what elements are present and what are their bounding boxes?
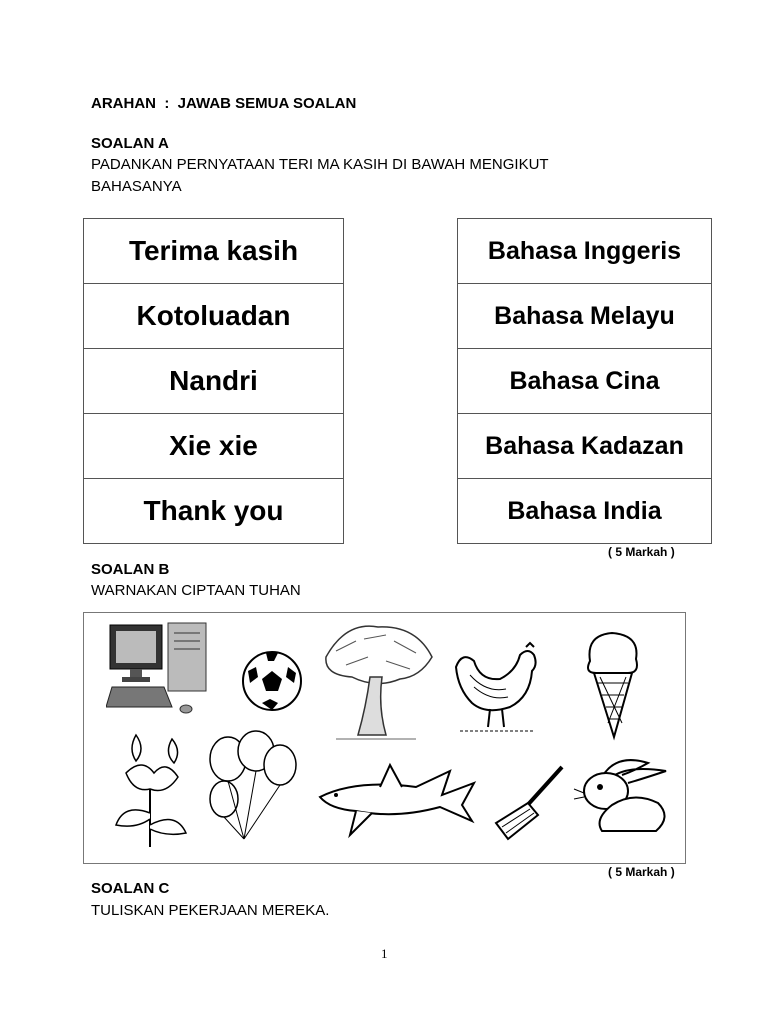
left-word-cell: Thank you — [84, 479, 344, 544]
section-a-text-line1: PADANKAN PERNYATAAN TERI MA KASIH DI BAWAH MENGIKUT — [91, 156, 549, 173]
right-word-cell: Bahasa Inggeris — [458, 219, 712, 284]
tree-icon — [316, 617, 438, 743]
right-word-cell: Bahasa Melayu — [458, 284, 712, 349]
thank-you-words-table — [83, 218, 344, 544]
section-b-title: SOALAN B — [91, 561, 170, 578]
section-a-marks: ( 5 Markah ) — [608, 545, 675, 559]
left-word-cell: Kotoluadan — [84, 284, 344, 349]
right-word-cell: Bahasa Kadazan — [458, 414, 712, 479]
left-word-cell: Nandri — [84, 349, 344, 414]
ice-cream-icon — [582, 627, 644, 743]
section-a-title: SOALAN A — [91, 135, 169, 152]
rabbit-icon — [572, 757, 676, 837]
section-a-text-line2: BAHASANYA — [91, 178, 182, 195]
instruction-heading: ARAHAN : JAWAB SEMUA SOALAN — [91, 95, 357, 112]
languages-table — [457, 218, 712, 544]
shark-icon — [316, 757, 478, 841]
page-number: 1 — [381, 946, 388, 961]
computer-icon — [106, 621, 211, 716]
right-word-cell: Bahasa Cina — [458, 349, 712, 414]
football-icon — [240, 649, 304, 713]
flower-icon — [106, 729, 194, 851]
section-b-text: WARNAKAN CIPTAAN TUHAN — [91, 582, 301, 599]
balloons-icon — [204, 729, 300, 845]
section-c-text: TULISKAN PEKERJAAN MEREKA. — [91, 902, 330, 919]
broom-icon — [488, 763, 568, 843]
chicken-icon — [450, 641, 542, 737]
left-word-cell: Terima kasih — [84, 219, 344, 284]
section-c-title: SOALAN C — [91, 880, 170, 897]
right-word-cell: Bahasa India — [458, 479, 712, 544]
pictures-box — [83, 612, 686, 864]
section-b-marks: ( 5 Markah ) — [608, 865, 675, 879]
left-word-cell: Xie xie — [84, 414, 344, 479]
